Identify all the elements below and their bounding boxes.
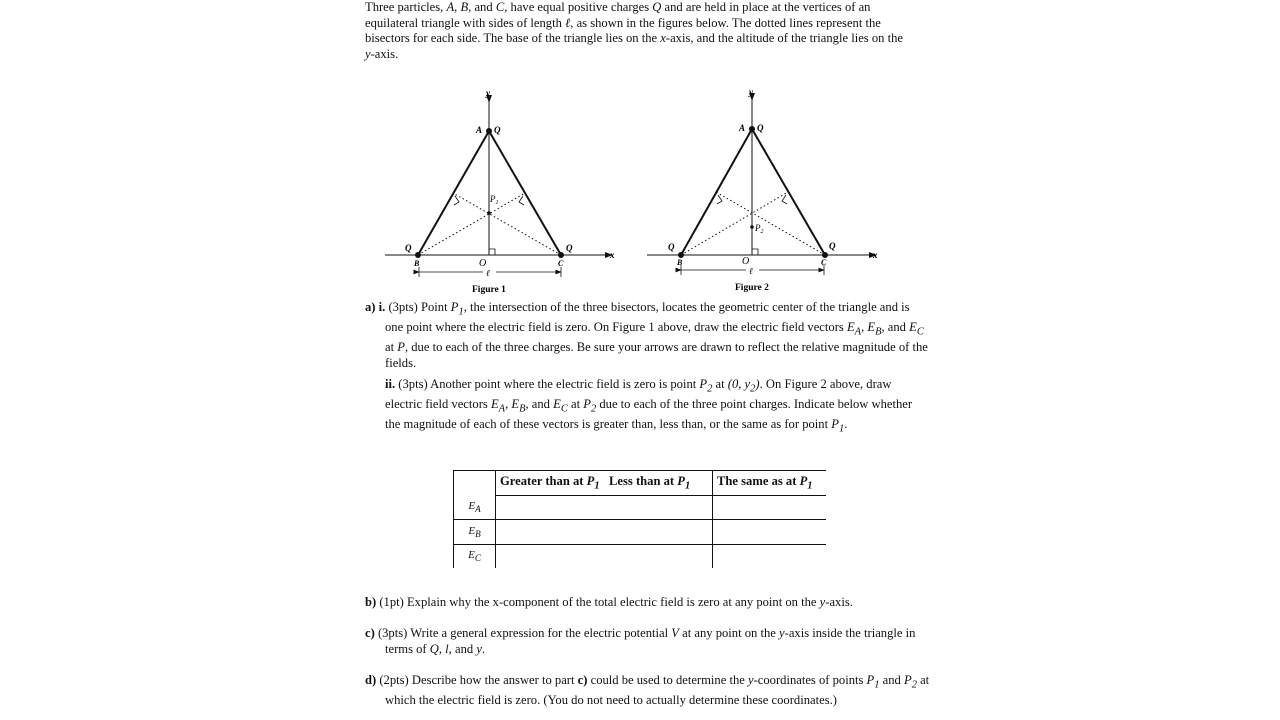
side-length-label: ℓ xyxy=(749,266,753,276)
cell-same-c[interactable] xyxy=(713,544,827,568)
part-c: c) (3pts) Write a general expression for the electric potential V at any point on the y-axis inside the triangle in terms of Q, l, and y. xyxy=(365,626,916,656)
table-row: $E_C$ xyxy=(454,544,827,568)
charge-c-label: Q xyxy=(829,241,836,251)
charge-a-label: Q xyxy=(757,123,764,133)
charge-c-label: Q xyxy=(566,243,573,253)
comparison-table xyxy=(453,470,826,568)
part-a-i: a) i. (3pts) Point $P_1$, the intersection of the three bisectors, locates the geometric center of the triangle and is one point where the electric field is zero. On Figure 1 above, draw the electric field vectors $E_A$, $E_B$, and $E_C$ at P, due to each of the three charges. Be sure your arrows are drawn to reflect the relative magnitude of the fields. xyxy=(365,300,928,370)
p2-label: $P_2$ xyxy=(755,223,764,235)
vertex-c-label: C xyxy=(558,259,564,268)
p1-dot xyxy=(487,211,491,215)
p1-label: $P_1$ xyxy=(490,194,499,206)
y-axis-label: y xyxy=(486,88,490,98)
part-b: b) (1pt) Explain why the x-component of the total electric field is zero at any point on the y-axis. xyxy=(365,595,853,609)
table-row: $E_A$ xyxy=(454,495,827,520)
y-axis-label: y xyxy=(749,87,753,97)
figures xyxy=(0,0,1280,300)
charge-c-dot xyxy=(558,252,564,258)
cell-greater-less-b[interactable] xyxy=(496,520,713,545)
charge-b-label: Q xyxy=(405,243,412,253)
origin-label: O xyxy=(742,256,750,267)
cell-same-b[interactable] xyxy=(713,520,827,545)
charge-b-dot xyxy=(415,252,421,258)
vertex-a-label: A xyxy=(739,123,746,133)
vertex-b-label: B xyxy=(677,258,683,267)
x-axis-label: x xyxy=(610,250,615,260)
cell-greater-less-a[interactable] xyxy=(496,495,713,520)
vertex-b-label: B xyxy=(414,259,420,268)
side-length-label: ℓ xyxy=(486,268,490,278)
cell-greater-less-c[interactable] xyxy=(496,544,713,568)
x-axis-label: x xyxy=(873,250,878,260)
vertex-a-label: A xyxy=(476,125,483,135)
figure-2 xyxy=(647,87,878,293)
figure-1 xyxy=(385,88,615,295)
figure-1-caption: Figure 1 xyxy=(472,285,506,295)
charge-a-dot xyxy=(486,128,492,134)
charge-a-label: Q xyxy=(494,125,501,135)
origin-label: O xyxy=(479,258,487,269)
charge-a-dot xyxy=(749,126,755,132)
header-greater-less: Greater than at $P_1$ Less than at $P_1$ xyxy=(496,471,713,496)
vertex-c-label: C xyxy=(821,258,827,267)
p2-dot xyxy=(750,225,754,229)
intro-paragraph: Three particles, A, B, and C, have equal positive charges Q and are held in place at the vertices of an equilateral triangle with sides of length ℓ, as shown in the figures below. The dotted lines represent the bisectors for each side. The base of the triangle lies on the x-axis, and the altitude of the triangle lies on the y-axis. xyxy=(365,0,903,61)
charge-b-label: Q xyxy=(668,242,675,252)
figure-2-caption: Figure 2 xyxy=(735,283,769,293)
part-a-ii: ii. (3pts) Another point where the electric field is zero is point $P_2$ at (0, $y_2$). On Figure 2 above, draw electric field vectors $E_A$, $E_B$, and $E_C$ at $P_2$ due to each of the three point charges. Indicate below whether the magnitude of each of these vectors is greater than, less than, or the same as for point $P_1$. xyxy=(385,377,913,435)
table-row: $E_B$ xyxy=(454,520,827,545)
cell-same-a[interactable] xyxy=(713,495,827,520)
part-d: d) (2pts) Describe how the answer to part c) could be used to determine the y-coordinates of points $P_1$ and $P_2$ at which the electric field is zero. (You do not need to actually determine these coordinates.) xyxy=(365,673,930,708)
header-same: The same as at $P_1$ xyxy=(713,471,827,496)
